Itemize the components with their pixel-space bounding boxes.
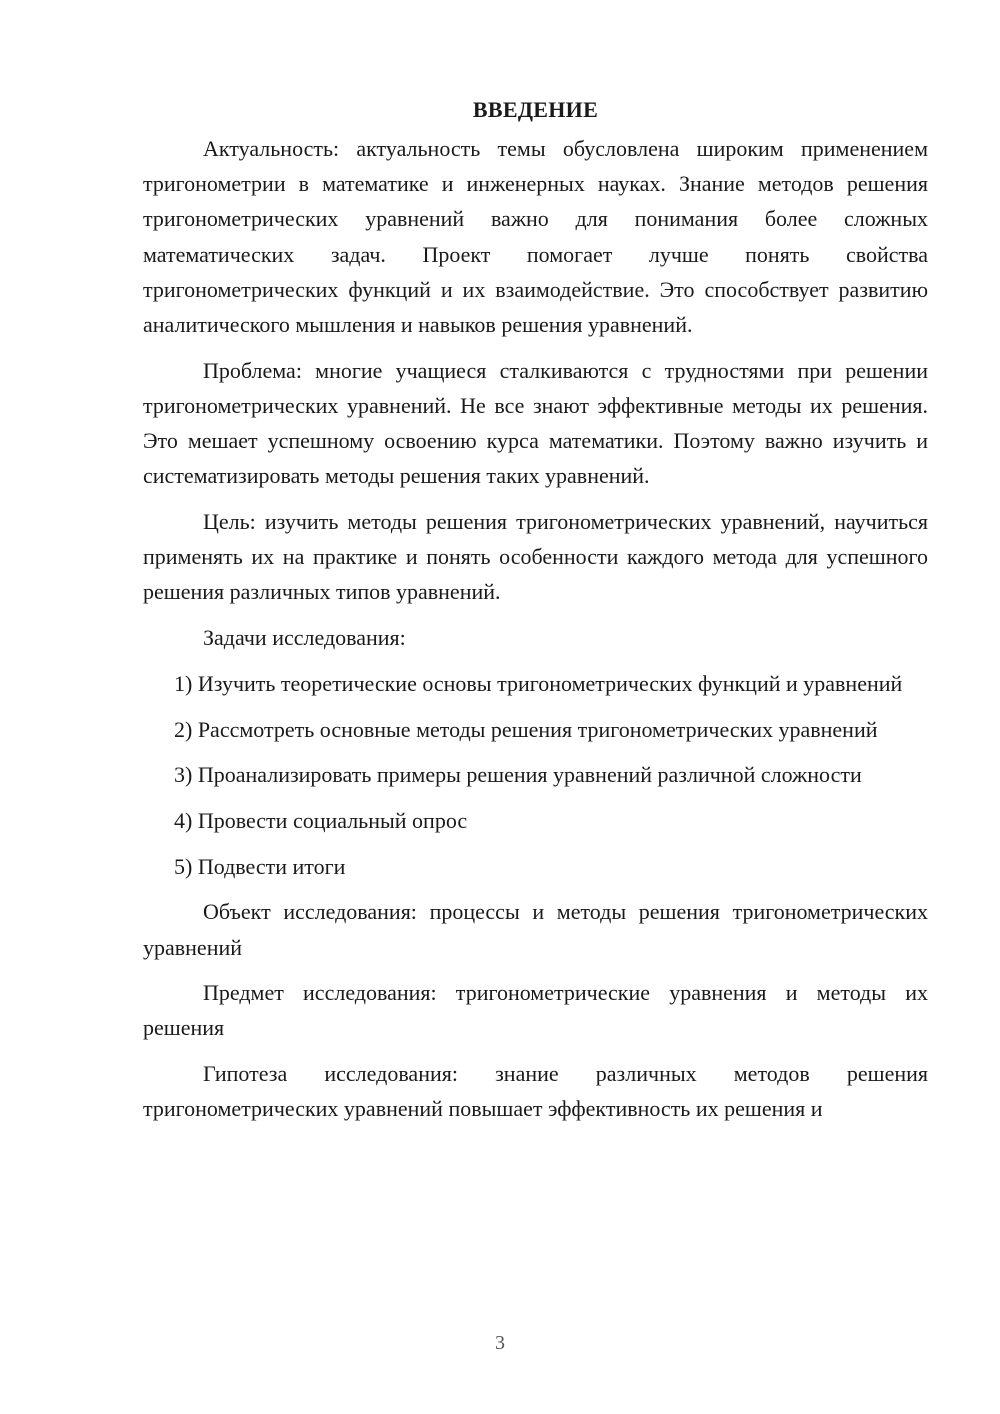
paragraph-relevance: Актуальность: актуальность темы обусловлена широким применением тригонометрии в математике и инженерных науках. Знание методов решения тригонометрических уравнений важно для понимания более сложных математических задач. Проект помогает лучше понять свойства тригонометрических функций и их взаимодействие. Это способствует развитию аналитического мышления и навыков решения уравнений.	[143, 136, 928, 338]
paragraph-problem: Проблема: многие учащиеся сталкиваются с трудностями при решении тригонометрических уравнений. Не все знают эффективные методы их решения. Это мешает успешному освоению курса математики. Поэтому важно изучить и систематизировать методы решения таких уравнений.	[143, 357, 928, 489]
paragraph-tasks-heading: Задачи исследования:	[203, 625, 406, 651]
paragraph-hypothesis: Гипотеза исследования: знание различных методов решения тригонометрических уравнений повышает эффективность их решения и	[143, 1061, 928, 1122]
document-page	[143, 95, 928, 1137]
section-title: ВВЕДЕНИЕ	[472, 97, 599, 122]
paragraph-goal: Цель: изучить методы решения тригонометрических уравнений, научиться применять их на практике и понять особенности каждого метода для успешного решения различных типов уравнений.	[143, 509, 928, 605]
task-item-3: 3) Проанализировать примеры решения уравнений различной сложности	[174, 762, 862, 788]
task-item-1: 1) Изучить теоретические основы тригонометрических функций и уравнений	[174, 670, 903, 696]
task-item-2: 2) Рассмотреть основные методы решения тригонометрических уравнений	[174, 716, 878, 742]
task-item-5: 5) Подвести итоги	[174, 853, 346, 879]
task-item-4: 4) Провести социальный опрос	[174, 807, 468, 833]
paragraph-subject: Предмет исследования: тригонометрические уравнения и методы их решения	[143, 980, 928, 1041]
paragraph-object: Объект исследования: процессы и методы решения тригонометрических уравнений	[143, 899, 928, 960]
page-number: 3	[495, 1332, 505, 1354]
